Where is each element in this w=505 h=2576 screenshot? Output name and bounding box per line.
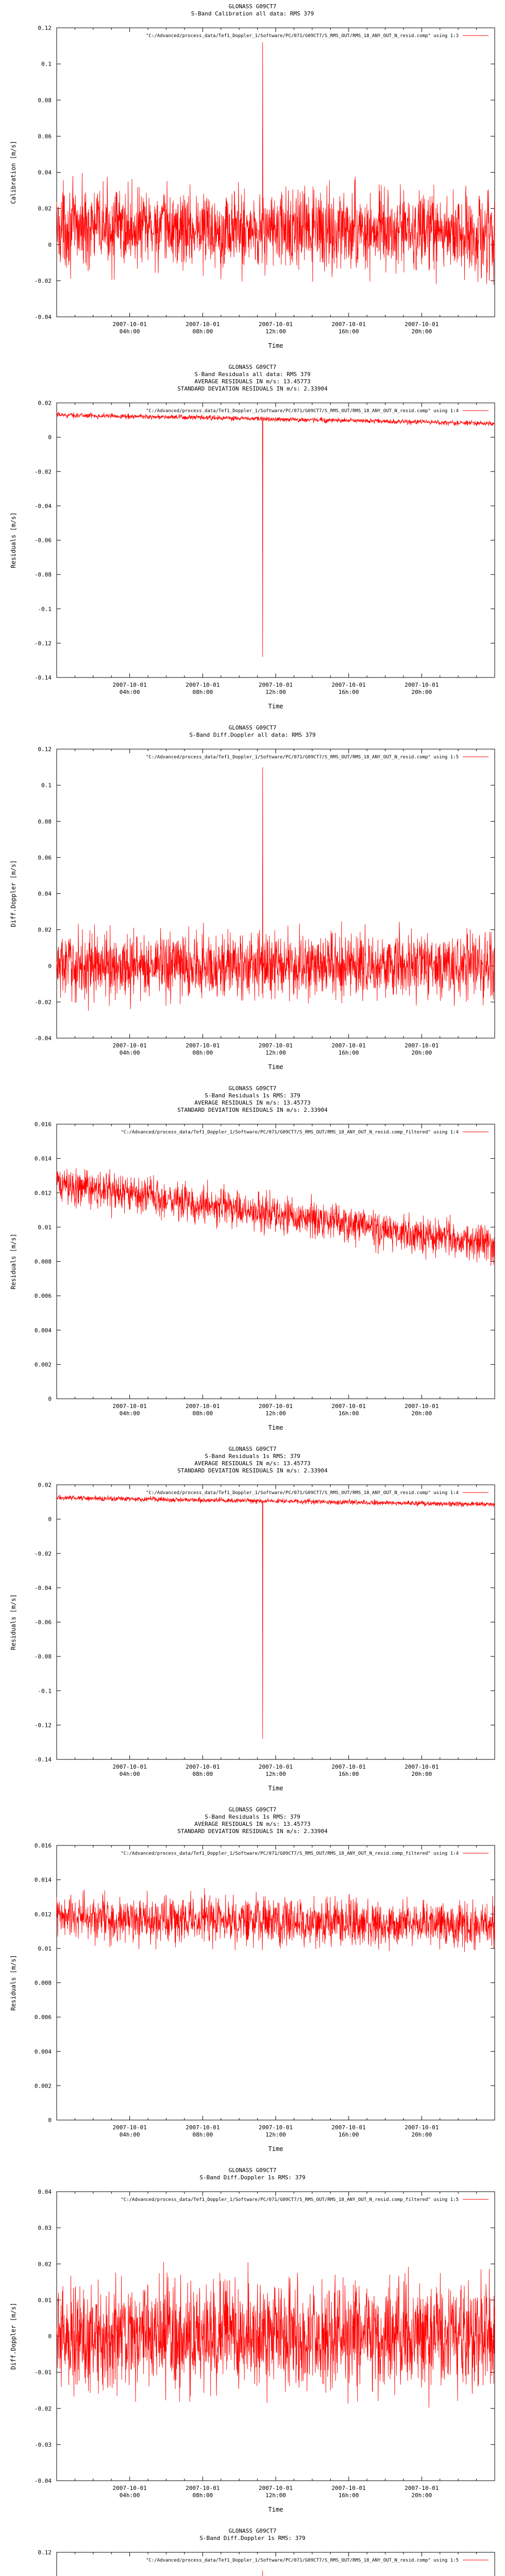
x-tick-label: 20h:00 <box>411 1771 432 1777</box>
x-tick-label: 2007-10-01 <box>258 321 293 328</box>
x-tick-label: 2007-10-01 <box>186 2485 220 2492</box>
x-axis-label: Time <box>268 703 283 710</box>
x-tick-label: 2007-10-01 <box>258 1764 293 1770</box>
y-tick-label: 0 <box>48 2117 52 2124</box>
y-tick-label: 0.006 <box>34 1293 52 1300</box>
x-tick-label: 20h:00 <box>411 328 432 335</box>
y-tick-label: 0.06 <box>38 854 52 861</box>
chart-title-line: AVERAGE RESIDUALS IN m/s: 13.45773 <box>194 1460 311 1467</box>
legend-text: "C:/Advanced/process_data/Tef1_Doppler_1/Software/PC/071/G09CT7/S_RMS_OUT/RMS_18_ANY_OUT_N_resid.comp" using 1:4 <box>146 409 459 414</box>
x-tick-label: 2007-10-01 <box>405 1403 439 1410</box>
y-tick-label: -0.02 <box>34 998 52 1006</box>
y-tick-label: 0.01 <box>38 1945 52 1952</box>
chart-title-line: S-Band Diff.Doppler all data: RMS 379 <box>189 732 316 738</box>
y-tick-label: -0.04 <box>34 1035 52 1042</box>
y-tick-label: -0.02 <box>34 2405 52 2412</box>
x-tick-label: 2007-10-01 <box>186 1764 220 1770</box>
legend-text: "C:/Advanced/process_data/Tef1_Doppler_1/Software/PC/071/G09CT7/S_RMS_OUT/RMS_18_ANY_OUT_N_resid.comp" using 1:3 <box>146 33 459 39</box>
y-tick-label: -0.02 <box>34 277 52 284</box>
x-tick-label: 2007-10-01 <box>186 1403 220 1410</box>
chart-title-line: S-Band Residuals all data: RMS 379 <box>194 371 311 378</box>
y-tick-label: -0.06 <box>34 537 52 544</box>
x-tick-label: 04h:00 <box>119 1410 140 1417</box>
plot-frame <box>57 749 495 1038</box>
y-tick-label: -0.08 <box>34 1653 52 1660</box>
y-tick-label: 0.004 <box>34 1327 52 1334</box>
x-tick-label: 2007-10-01 <box>331 2485 366 2492</box>
chart-title-line: GLONASS G09CT7 <box>228 2167 277 2174</box>
x-axis-label: Time <box>268 342 283 349</box>
x-tick-label: 12h:00 <box>265 689 286 696</box>
plot-frame <box>57 1485 495 1759</box>
y-tick-label: 0.02 <box>38 1482 52 1488</box>
x-tick-label: 08h:00 <box>192 2492 213 2499</box>
x-tick-label: 04h:00 <box>119 2131 140 2138</box>
series-line-diff_doppler_filtered <box>57 2262 495 2408</box>
y-tick-label: -0.14 <box>34 1756 52 1763</box>
legend-text: "C:/Advanced/process_data/Tef1_Doppler_1/Software/PC/071/G09CT7/S_RMS_OUT/RMS_18_ANY_OUT_N_resid.comp" using 1:5 <box>146 755 459 760</box>
chart-title-line: S-Band Residuals 1s RMS: 379 <box>205 1453 300 1460</box>
x-tick-label: 08h:00 <box>192 2131 213 2138</box>
y-axis-label: Residuals [m/s] <box>10 1955 17 2011</box>
chart-panel-4 <box>0 1082 505 1443</box>
y-tick-label: 0.1 <box>41 782 52 789</box>
x-tick-label: 2007-10-01 <box>405 321 439 328</box>
x-tick-label: 16h:00 <box>338 328 359 335</box>
x-tick-label: 12h:00 <box>265 1410 286 1417</box>
y-tick-label: 0.1 <box>41 61 52 68</box>
y-tick-label: 0.04 <box>38 890 52 897</box>
x-tick-label: 08h:00 <box>192 1049 213 1056</box>
x-tick-label: 16h:00 <box>338 2131 359 2138</box>
y-tick-label: 0.03 <box>38 2225 52 2232</box>
x-tick-label: 2007-10-01 <box>258 2485 293 2492</box>
y-tick-label: 0 <box>48 1516 52 1523</box>
y-tick-label: 0.008 <box>34 1258 52 1265</box>
y-axis-label: Residuals [m/s] <box>10 1594 17 1650</box>
x-tick-label: 04h:00 <box>119 689 140 696</box>
y-tick-label: 0.12 <box>38 2549 52 2556</box>
x-tick-label: 12h:00 <box>265 1771 286 1777</box>
y-tick-label: 0.01 <box>38 1224 52 1231</box>
x-axis-label: Time <box>268 1063 283 1071</box>
y-tick-label: 0.014 <box>34 1876 52 1884</box>
legend-text: "C:/Advanced/process_data/Tef1_Doppler_1/Software/PC/071/G09CT7/S_RMS_OUT/RMS_18_ANY_OUT_N_resid.comp_filtered" using 1:4 <box>121 1851 459 1856</box>
y-tick-label: 0.014 <box>34 1155 52 1162</box>
y-tick-label: -0.06 <box>34 1619 52 1626</box>
chart-panel-6 <box>0 1803 505 2164</box>
y-tick-label: -0.01 <box>34 2369 52 2376</box>
x-tick-label: 2007-10-01 <box>112 2485 147 2492</box>
series-line-diff_doppler <box>57 767 495 1011</box>
x-tick-label: 2007-10-01 <box>186 682 220 688</box>
chart-panel-3 <box>0 721 505 1082</box>
x-tick-label: 12h:00 <box>265 2131 286 2138</box>
y-tick-label: 0.02 <box>38 400 52 406</box>
x-tick-label: 2007-10-01 <box>112 2124 147 2131</box>
chart-title-line: GLONASS G09CT7 <box>228 2528 277 2534</box>
legend-text: "C:/Advanced/process_data/Tef1_Doppler_1/Software/PC/071/G09CT7/S_RMS_OUT/RMS_18_ANY_OUT_N_resid.comp_filtered" using 1:4 <box>121 1130 459 1135</box>
x-tick-label: 2007-10-01 <box>331 1764 366 1770</box>
x-tick-label: 20h:00 <box>411 689 432 696</box>
x-tick-label: 2007-10-01 <box>405 2485 439 2492</box>
y-tick-label: 0.04 <box>38 2189 52 2195</box>
series-line-calibration <box>57 42 495 285</box>
chart-title-line: STANDARD DEVIATION RESIDUALS IN m/s: 2.33904 <box>177 385 328 392</box>
x-tick-label: 2007-10-01 <box>186 321 220 328</box>
chart-title-line: STANDARD DEVIATION RESIDUALS IN m/s: 2.33904 <box>177 1467 328 1474</box>
y-axis-label: Residuals [m/s] <box>10 512 17 568</box>
y-tick-label: 0 <box>48 962 52 970</box>
y-tick-label: 0.02 <box>38 926 52 934</box>
x-tick-label: 2007-10-01 <box>258 2124 293 2131</box>
series-line-residuals <box>57 412 495 657</box>
chart-title-line: S-Band Residuals 1s RMS: 379 <box>205 1814 300 1820</box>
chart-title-line: GLONASS G09CT7 <box>228 1085 277 1092</box>
x-tick-label: 2007-10-01 <box>258 682 293 688</box>
y-tick-label: 0.012 <box>34 1911 52 1918</box>
chart-title-line: STANDARD DEVIATION RESIDUALS IN m/s: 2.33904 <box>177 1107 328 1113</box>
series-line-residuals_filtered <box>57 1168 495 1266</box>
x-tick-label: 08h:00 <box>192 1410 213 1417</box>
x-tick-label: 16h:00 <box>338 2492 359 2499</box>
x-tick-label: 2007-10-01 <box>331 2124 366 2131</box>
x-tick-label: 2007-10-01 <box>112 1764 147 1770</box>
x-axis-label: Time <box>268 2506 283 2513</box>
y-tick-label: 0.004 <box>34 2048 52 2055</box>
x-tick-label: 20h:00 <box>411 2492 432 2499</box>
x-axis-label: Time <box>268 2145 283 2153</box>
y-tick-label: -0.04 <box>34 314 52 320</box>
chart-title-line: S-Band Residuals 1s RMS: 379 <box>205 1092 300 1099</box>
y-tick-label: 0.02 <box>38 205 52 212</box>
x-tick-label: 2007-10-01 <box>186 1042 220 1049</box>
x-tick-label: 2007-10-01 <box>331 1042 366 1049</box>
y-tick-label: 0.016 <box>34 1842 52 1849</box>
x-tick-label: 2007-10-01 <box>331 321 366 328</box>
x-tick-label: 2007-10-01 <box>331 682 366 688</box>
x-tick-label: 2007-10-01 <box>112 682 147 688</box>
y-tick-label: 0.08 <box>38 97 52 104</box>
legend-text: "C:/Advanced/process_data/Tef1_Doppler_1/Software/PC/071/G09CT7/S_RMS_OUT/RMS_18_ANY_OUT_N_resid.comp" using 1:5 <box>146 2558 459 2563</box>
x-tick-label: 20h:00 <box>411 2131 432 2138</box>
y-tick-label: -0.02 <box>34 468 52 476</box>
chart-title-line: S-Band Diff.Doppler 1s RMS: 379 <box>199 2174 306 2181</box>
x-tick-label: 16h:00 <box>338 689 359 696</box>
x-tick-label: 04h:00 <box>119 1049 140 1056</box>
x-tick-label: 2007-10-01 <box>186 2124 220 2131</box>
chart-title-line: AVERAGE RESIDUALS IN m/s: 13.45773 <box>194 1099 311 1106</box>
legend-text: "C:/Advanced/process_data/Tef1_Doppler_1/Software/PC/071/G09CT7/S_RMS_OUT/RMS_18_ANY_OUT_N_resid.comp" using 1:4 <box>146 1490 459 1496</box>
y-tick-label: -0.12 <box>34 640 52 647</box>
x-tick-label: 2007-10-01 <box>405 682 439 688</box>
x-tick-label: 04h:00 <box>119 328 140 335</box>
plot-frame <box>57 1845 495 2120</box>
plot-frame <box>57 403 495 677</box>
y-tick-label: -0.04 <box>34 1584 52 1591</box>
chart-title-line: STANDARD DEVIATION RESIDUALS IN m/s: 2.33904 <box>177 1828 328 1835</box>
x-tick-label: 20h:00 <box>411 1049 432 1056</box>
chart-title-line: S-Band Calibration all data: RMS 379 <box>191 10 314 17</box>
x-tick-label: 16h:00 <box>338 1771 359 1777</box>
chart-panel-5 <box>0 1443 505 1803</box>
chart-panel-7 <box>0 2164 505 2524</box>
x-tick-label: 04h:00 <box>119 1771 140 1777</box>
legend-text: "C:/Advanced/process_data/Tef1_Doppler_1/Software/PC/071/G09CT7/S_RMS_OUT/RMS_18_ANY_OUT_N_resid.comp_filtered" using 1:5 <box>121 2197 459 2202</box>
y-tick-label: -0.02 <box>34 1550 52 1557</box>
plot-frame <box>57 1124 495 1399</box>
x-tick-label: 12h:00 <box>265 1049 286 1056</box>
x-tick-label: 12h:00 <box>265 2492 286 2499</box>
chart-title-line: GLONASS G09CT7 <box>228 724 277 731</box>
y-tick-label: 0 <box>48 434 52 441</box>
y-tick-label: 0.016 <box>34 1121 52 1128</box>
y-tick-label: -0.1 <box>38 605 52 613</box>
y-tick-label: 0.12 <box>38 25 52 31</box>
y-tick-label: 0.002 <box>34 1361 52 1368</box>
x-tick-label: 2007-10-01 <box>112 1403 147 1410</box>
chart-title-line: S-Band Diff.Doppler 1s RMS: 379 <box>199 2535 306 2541</box>
y-tick-label: 0.06 <box>38 133 52 140</box>
y-tick-label: 0.012 <box>34 1190 52 1197</box>
x-tick-label: 2007-10-01 <box>258 1042 293 1049</box>
series-line-residuals_all <box>57 1495 495 1739</box>
x-axis-label: Time <box>268 1785 283 1792</box>
x-tick-label: 2007-10-01 <box>112 321 147 328</box>
y-tick-label: -0.1 <box>38 1687 52 1694</box>
x-axis-label: Time <box>268 1424 283 1431</box>
y-tick-label: 0.002 <box>34 2082 52 2090</box>
y-axis-label: Diff.Doppler [m/s] <box>10 860 17 927</box>
series-line-diff_doppler_all <box>57 2570 495 2576</box>
chart-title-line: AVERAGE RESIDUALS IN m/s: 13.45773 <box>194 378 311 385</box>
y-tick-label: 0.02 <box>38 2261 52 2268</box>
y-tick-label: 0 <box>48 241 52 248</box>
y-tick-label: -0.03 <box>34 2441 52 2448</box>
x-tick-label: 08h:00 <box>192 1771 213 1777</box>
y-tick-label: 0.08 <box>38 818 52 825</box>
x-tick-label: 08h:00 <box>192 328 213 335</box>
series-line-residuals_filtered_2 <box>57 1888 495 1953</box>
y-tick-label: 0.008 <box>34 1979 52 1987</box>
x-tick-label: 04h:00 <box>119 2492 140 2499</box>
chart-title-line: GLONASS G09CT7 <box>228 1446 277 1452</box>
y-tick-label: -0.12 <box>34 1722 52 1729</box>
plot-frame <box>57 28 495 317</box>
x-tick-label: 2007-10-01 <box>405 1042 439 1049</box>
y-tick-label: 0.006 <box>34 2014 52 2021</box>
x-tick-label: 2007-10-01 <box>405 1764 439 1770</box>
y-tick-label: -0.08 <box>34 571 52 579</box>
chart-title-line: GLONASS G09CT7 <box>228 3 277 10</box>
y-tick-label: 0.12 <box>38 746 52 753</box>
x-tick-label: 2007-10-01 <box>258 1403 293 1410</box>
y-tick-label: -0.04 <box>34 502 52 510</box>
y-tick-label: -0.14 <box>34 674 52 681</box>
y-tick-label: 0.01 <box>38 2297 52 2304</box>
x-tick-label: 20h:00 <box>411 1410 432 1417</box>
y-axis-label: Diff.Doppler [m/s] <box>10 2302 17 2370</box>
y-tick-label: 0 <box>48 1396 52 1402</box>
chart-panel-8 <box>0 2524 505 2576</box>
chart-title-line: AVERAGE RESIDUALS IN m/s: 13.45773 <box>194 1821 311 1827</box>
x-tick-label: 08h:00 <box>192 689 213 696</box>
x-tick-label: 2007-10-01 <box>112 1042 147 1049</box>
chart-title-line: GLONASS G09CT7 <box>228 364 277 370</box>
y-axis-label: Calibration [m/s] <box>10 141 17 204</box>
x-tick-label: 2007-10-01 <box>331 1403 366 1410</box>
chart-panel-2 <box>0 361 505 721</box>
x-tick-label: 2007-10-01 <box>405 2124 439 2131</box>
x-tick-label: 16h:00 <box>338 1410 359 1417</box>
x-tick-label: 12h:00 <box>265 328 286 335</box>
y-tick-label: 0 <box>48 2333 52 2340</box>
y-tick-label: -0.04 <box>34 2478 52 2484</box>
chart-panel-1 <box>0 0 505 361</box>
x-tick-label: 16h:00 <box>338 1049 359 1056</box>
y-tick-label: 0.04 <box>38 169 52 176</box>
y-axis-label: Residuals [m/s] <box>10 1233 17 1290</box>
chart-title-line: GLONASS G09CT7 <box>228 1806 277 1813</box>
